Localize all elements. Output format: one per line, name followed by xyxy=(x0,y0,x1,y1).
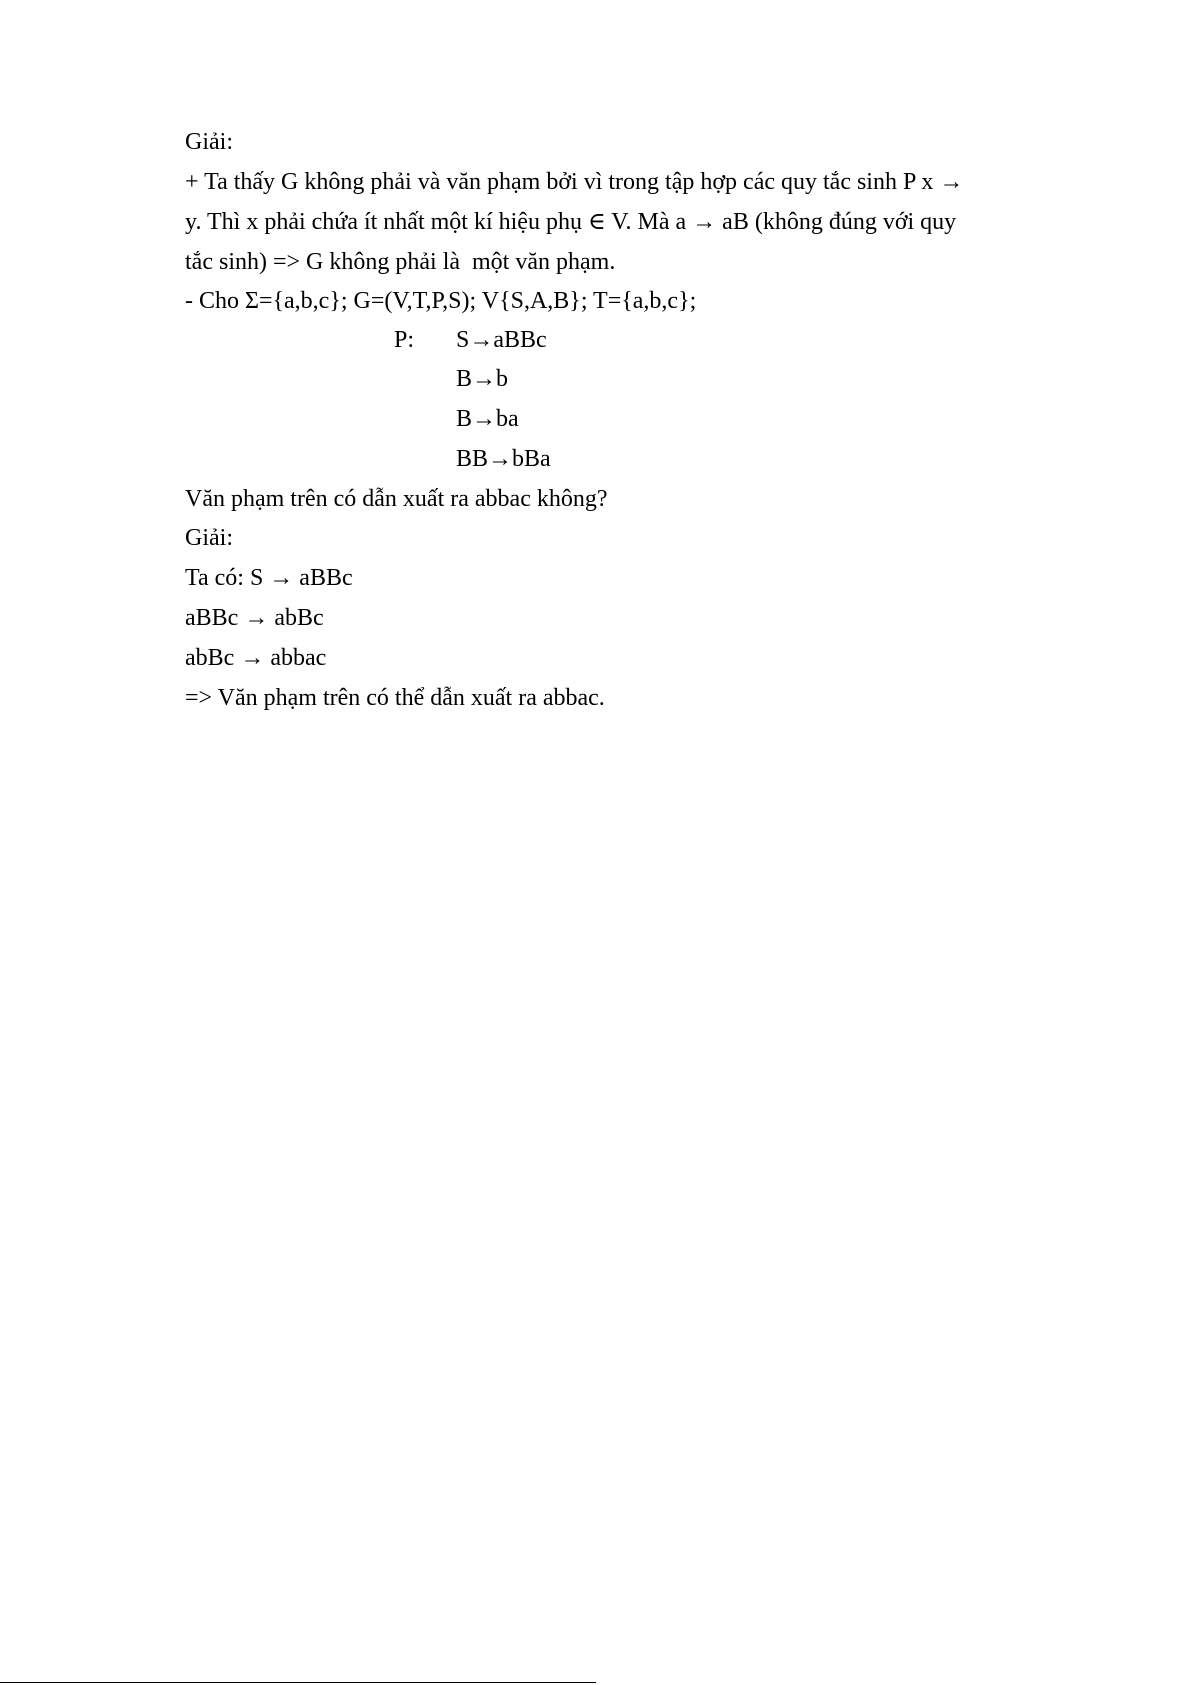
conclusion-line: => Văn phạm trên có thể dẫn xuất ra abbac. xyxy=(185,685,605,711)
production-rule-2: B→b xyxy=(456,366,509,392)
footnote-separator xyxy=(0,1682,596,1683)
production-rule-4: BB→bBa xyxy=(456,446,551,472)
derivation-step-3: abBc → abbac xyxy=(185,645,327,671)
derivation-step-1: Ta có: S → aBBc xyxy=(185,565,353,591)
question-line: Văn phạm trên có dẫn xuất ra abbac không? xyxy=(185,486,608,512)
production-label: P: xyxy=(394,327,415,353)
paragraph-line-3: tắc sinh) => G không phải là một văn phạm. xyxy=(185,249,616,275)
solution-heading-2: Giải: xyxy=(185,525,233,551)
grammar-definition-line: - Cho Σ={a,b,c}; G=(V,T,P,S); V{S,A,B}; T={a,b,c}; xyxy=(185,288,697,314)
production-rule-3: B→ba xyxy=(456,406,519,432)
solution-heading-1: Giải: xyxy=(185,129,233,155)
derivation-step-2: aBBc → abBc xyxy=(185,605,324,631)
paragraph-line-1: + Ta thấy G không phải và văn phạm bởi vì trong tập hợp các quy tắc sinh P x → xyxy=(185,169,964,195)
production-rule-1: S→aBBc xyxy=(456,327,547,353)
paragraph-line-2: y. Thì x phải chứa ít nhất một kí hiệu phụ ∈ V. Mà a → aB (không đúng với quy xyxy=(185,209,957,235)
